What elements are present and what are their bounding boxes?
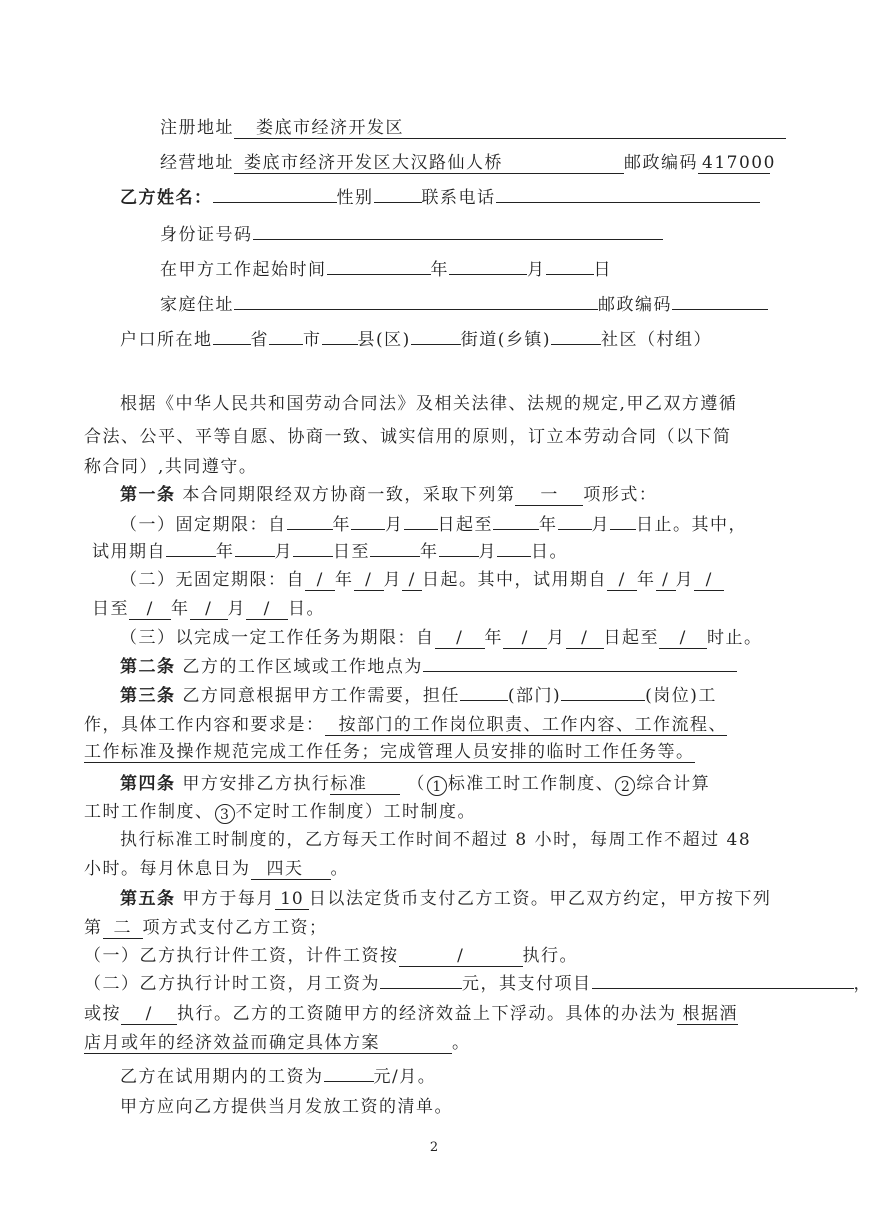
- end-label: 日止。其中，: [636, 515, 747, 535]
- article-5-line-2: [84, 917, 328, 939]
- article-3-text: 乙方同意根据甲方工作需要，担任: [182, 686, 460, 706]
- page-number: 2: [429, 1140, 439, 1155]
- reg-address-label: 注册地址: [160, 118, 234, 138]
- article-5-title: 第五条: [120, 889, 176, 909]
- fixed-prob-start-year[interactable]: [166, 556, 216, 557]
- task-end-label: 时止。: [707, 628, 763, 648]
- open-prob-year[interactable]: /: [607, 570, 637, 591]
- open-prob-end-year[interactable]: /: [129, 599, 171, 620]
- county-label: 县(区): [357, 330, 411, 350]
- article-4-line-2: [84, 801, 476, 823]
- fixed-prob-end-month[interactable]: [439, 556, 479, 557]
- month-label: 月: [274, 542, 293, 562]
- start-month-field[interactable]: [449, 274, 527, 275]
- fixed-term-label: （一）固定期限：自: [120, 515, 287, 535]
- task-start-day[interactable]: /: [566, 628, 604, 649]
- day-label: 日: [593, 260, 612, 280]
- postcode-value: 417000: [702, 153, 776, 173]
- community-field[interactable]: [551, 344, 601, 345]
- start-time-line: [160, 259, 612, 281]
- option-2-cont: 工时工作制度、: [84, 802, 214, 822]
- id-label: 身份证号码: [160, 225, 253, 245]
- open-start-day[interactable]: /: [402, 570, 422, 591]
- pay-method-value: 二: [113, 918, 132, 938]
- employee-name-line: [120, 187, 760, 209]
- province-field[interactable]: [213, 344, 251, 345]
- probation-wage-unit: 元/月。: [373, 1067, 437, 1087]
- gender-field[interactable]: [374, 202, 422, 203]
- article-5-line-6: [84, 1032, 471, 1054]
- intro-line-1: 根据《中华人民共和国劳动合同法》及相关法律、法规的规定,甲乙双方遵循: [120, 394, 738, 414]
- fixed-prob-start-day[interactable]: [293, 556, 333, 557]
- option-1-marker: 1: [427, 776, 447, 796]
- option-2-label: 综合计算: [636, 774, 711, 794]
- month-label: 月: [385, 515, 404, 535]
- county-field[interactable]: [322, 344, 358, 345]
- home-postcode-label: 邮政编码: [598, 295, 672, 315]
- employee-name-label: 乙方姓名：: [120, 188, 213, 208]
- community-label: 社区（村组）: [601, 330, 713, 350]
- position-label: (岗位)工: [645, 686, 717, 706]
- rest-days-value: 四天: [266, 859, 304, 879]
- fixed-end-day[interactable]: [610, 529, 636, 530]
- payday-value: 10: [280, 889, 304, 909]
- float-text: 执行。乙方的工资随甲方的经济效益上下浮动。具体的办法为: [177, 1004, 677, 1024]
- fixed-prob-start-month[interactable]: [235, 556, 275, 557]
- time-wage-line: [84, 973, 872, 995]
- from-to-label: 日起至: [437, 515, 493, 535]
- monthly-wage-field[interactable]: [380, 988, 462, 989]
- payday-field[interactable]: [275, 889, 309, 910]
- payment-items-field[interactable]: [592, 988, 854, 989]
- year-label: 年: [637, 570, 656, 590]
- article-4-line-1: [120, 773, 710, 795]
- home-postcode-field[interactable]: [672, 309, 768, 310]
- rest-days-field[interactable]: [251, 859, 331, 880]
- fixed-prob-end-year[interactable]: [370, 556, 420, 557]
- article-3-line-1: [120, 685, 717, 707]
- rest-days-label: 小时。每月休息日为: [84, 859, 251, 879]
- city-label: 市: [303, 330, 322, 350]
- option-3-marker: 3: [215, 804, 235, 824]
- month-label: 月: [547, 628, 566, 648]
- year-label: 年: [216, 542, 235, 562]
- employee-name-field[interactable]: [213, 202, 337, 203]
- option-1-label: 标准工时工作制度、: [447, 774, 615, 794]
- or-label: 或按: [84, 1004, 121, 1024]
- task-start-month[interactable]: /: [503, 628, 547, 649]
- year-label: 年: [335, 570, 354, 590]
- month-label: 月: [591, 515, 610, 535]
- year-label: 年: [430, 260, 449, 280]
- phone-label: 联系电话: [421, 188, 496, 208]
- gender-label: 性别: [336, 188, 374, 208]
- op-address-field[interactable]: [234, 153, 624, 174]
- piece-wage-label: （一）乙方执行计件工资，计件工资按: [84, 946, 399, 966]
- reg-address-line: [160, 117, 786, 139]
- pay-method-choice[interactable]: [103, 918, 143, 939]
- fixed-end-year[interactable]: [493, 529, 539, 530]
- article-2-text: 乙方的工作区域或工作地点为: [182, 657, 423, 677]
- job-content-value-2: 工作标准及操作规范完成工作任务；完成管理人员安排的临时工作任务等。: [84, 742, 695, 762]
- article-1-tail: 项形式：: [583, 485, 658, 505]
- article-3-line-2: [84, 714, 727, 736]
- piece-wage-line: [84, 945, 578, 967]
- year-label: 年: [420, 542, 439, 562]
- id-line: [160, 224, 663, 246]
- article-4-title: 第四条: [120, 774, 176, 794]
- alt-method-field[interactable]: /: [121, 1004, 177, 1025]
- hukou-label: 户口所在地: [120, 330, 213, 350]
- choice-prefix: 第: [84, 918, 103, 938]
- task-end[interactable]: /: [659, 628, 707, 649]
- term-fixed-line-1: [120, 514, 747, 536]
- article-1-text: 本合同期限经双方协商一致，采取下列第: [182, 485, 516, 505]
- article-1-choice[interactable]: 一: [515, 485, 583, 506]
- payslip-line: 甲方应向乙方提供当月发放工资的清单。: [120, 1097, 453, 1117]
- intro-line-3: 称合同）,共同遵守。: [84, 457, 258, 477]
- article-5-line-5: [84, 1003, 738, 1025]
- department-field[interactable]: [460, 700, 508, 701]
- article-3-line-3: [84, 741, 695, 763]
- fixed-start-month[interactable]: [351, 529, 385, 530]
- phone-field[interactable]: [496, 202, 760, 203]
- street-field[interactable]: [411, 344, 461, 345]
- province-label: 省: [250, 330, 269, 350]
- position-field[interactable]: [561, 700, 645, 701]
- open-prob-end-day[interactable]: /: [246, 599, 288, 620]
- month-label: 月: [478, 542, 497, 562]
- open-paren: （: [407, 774, 426, 794]
- period: 。: [452, 1033, 471, 1053]
- to-label: 日至: [92, 599, 129, 619]
- period: 。: [330, 859, 349, 879]
- float-method-value-1: 根据酒: [677, 1004, 739, 1025]
- option-2-marker: 2: [615, 776, 635, 796]
- piece-wage-tail: 执行。: [522, 946, 578, 966]
- op-address-value: 娄底市经济开发区大汉路仙人桥: [244, 153, 503, 173]
- open-prob-month[interactable]: /: [656, 570, 676, 591]
- hukou-line: [120, 329, 712, 351]
- id-field[interactable]: [253, 239, 663, 240]
- month-label: 月: [527, 260, 546, 280]
- open-start-month[interactable]: /: [354, 570, 384, 591]
- fixed-end-month[interactable]: [558, 529, 592, 530]
- intro-line-2: 合法、公平、平等自愿、协商一致、诚实信用的原则，订立本劳动合同（以下简: [84, 427, 732, 447]
- work-location-field[interactable]: [423, 671, 737, 672]
- article-5-line-1: [120, 888, 771, 910]
- task-start-year[interactable]: /: [435, 628, 485, 649]
- open-start-tail: 日起。其中，试用期自: [422, 570, 607, 590]
- day-label: 日: [531, 542, 550, 562]
- to-label: 日至: [333, 542, 370, 562]
- term-fixed-line-2: 试用期自 年 月 日至 年 月 日。: [92, 542, 568, 562]
- piece-wage-field[interactable]: /: [399, 946, 523, 967]
- month-label: 月: [675, 570, 694, 590]
- city-field[interactable]: [269, 344, 303, 345]
- article-3-title: 第三条: [120, 686, 176, 706]
- department-label: (部门): [507, 686, 562, 706]
- home-address-field[interactable]: [234, 309, 598, 310]
- open-start-year[interactable]: /: [305, 570, 335, 591]
- probation-label: 试用期自: [92, 542, 166, 562]
- year-label: 年: [484, 628, 503, 648]
- reg-address-value: 娄底市经济开发区: [256, 118, 404, 138]
- payment-items-label: 元，其支付项目: [462, 974, 592, 994]
- open-prob-end-month[interactable]: /: [190, 599, 228, 620]
- end-label: 日。: [288, 599, 325, 619]
- op-address-label: 经营地址: [160, 153, 234, 173]
- article-4-text: 甲方安排乙方执行: [182, 774, 331, 794]
- article-4-para-2: [84, 858, 349, 880]
- open-term-label: （二）无固定期限：自: [120, 570, 305, 590]
- from-to-label: 日起至: [603, 628, 659, 648]
- article-2-title: 第二条: [120, 657, 176, 677]
- month-label: 月: [383, 570, 402, 590]
- postcode-label: 邮政编码: [624, 153, 698, 173]
- task-term-label: （三）以完成一定工作任务为期限：自: [120, 628, 435, 648]
- year-label: 年: [171, 599, 190, 619]
- article-1-title: 第一条: [120, 485, 176, 505]
- job-content-label: 作，具体工作内容和要求是：: [84, 715, 325, 735]
- fixed-start-day[interactable]: [404, 529, 438, 530]
- time-wage-label: （二）乙方执行计时工资，月工资为: [84, 974, 380, 994]
- home-address-line: [160, 294, 768, 316]
- option-3-label: 不定时工作制度）工时制度。: [235, 802, 476, 822]
- street-label: 街道(乡镇): [460, 330, 552, 350]
- choice-suffix: 项方式支付乙方工资；: [142, 918, 328, 938]
- hours-system-choice[interactable]: [330, 774, 400, 795]
- term-open-line-1: [120, 569, 724, 591]
- float-method-value-2: 店月或年的经济效益而确定具体方案: [84, 1033, 452, 1054]
- comma: ，: [853, 974, 872, 994]
- start-day-field[interactable]: [546, 274, 594, 275]
- fixed-start-year[interactable]: [287, 529, 333, 530]
- start-time-label: 在甲方工作起始时间: [160, 260, 327, 280]
- payday-tail: 日以法定货币支付乙方工资。甲乙双方约定，甲方按下列: [308, 889, 772, 909]
- article-2-line: [120, 656, 737, 678]
- hours-system-value: 标准: [330, 774, 368, 794]
- month-label: 月: [227, 599, 246, 619]
- payday-label: 甲方于每月: [182, 889, 275, 909]
- fixed-prob-end-day[interactable]: [497, 556, 531, 557]
- job-content-value-1: 按部门的工作岗位职责、工作内容、工作流程、: [325, 715, 728, 736]
- probation-wage-field[interactable]: [324, 1081, 374, 1082]
- article-1-line: [120, 484, 657, 506]
- term-task-line: [120, 627, 763, 649]
- reg-address-field[interactable]: [234, 118, 786, 139]
- home-address-label: 家庭住址: [160, 295, 234, 315]
- postcode-field[interactable]: [698, 153, 776, 174]
- year-label: 年: [332, 515, 351, 535]
- term-open-line-2: [92, 598, 325, 620]
- start-year-field[interactable]: [327, 274, 431, 275]
- op-address-line: [160, 152, 776, 174]
- probation-wage-label: 乙方在试用期内的工资为: [120, 1067, 324, 1087]
- probation-wage-line: [120, 1066, 436, 1088]
- year-label: 年: [539, 515, 558, 535]
- article-4-para-1: 执行标准工时制度的，乙方每天工作时间不超过 8 小时，每周工作不超过 48: [120, 830, 752, 850]
- open-prob-day[interactable]: /: [694, 570, 724, 591]
